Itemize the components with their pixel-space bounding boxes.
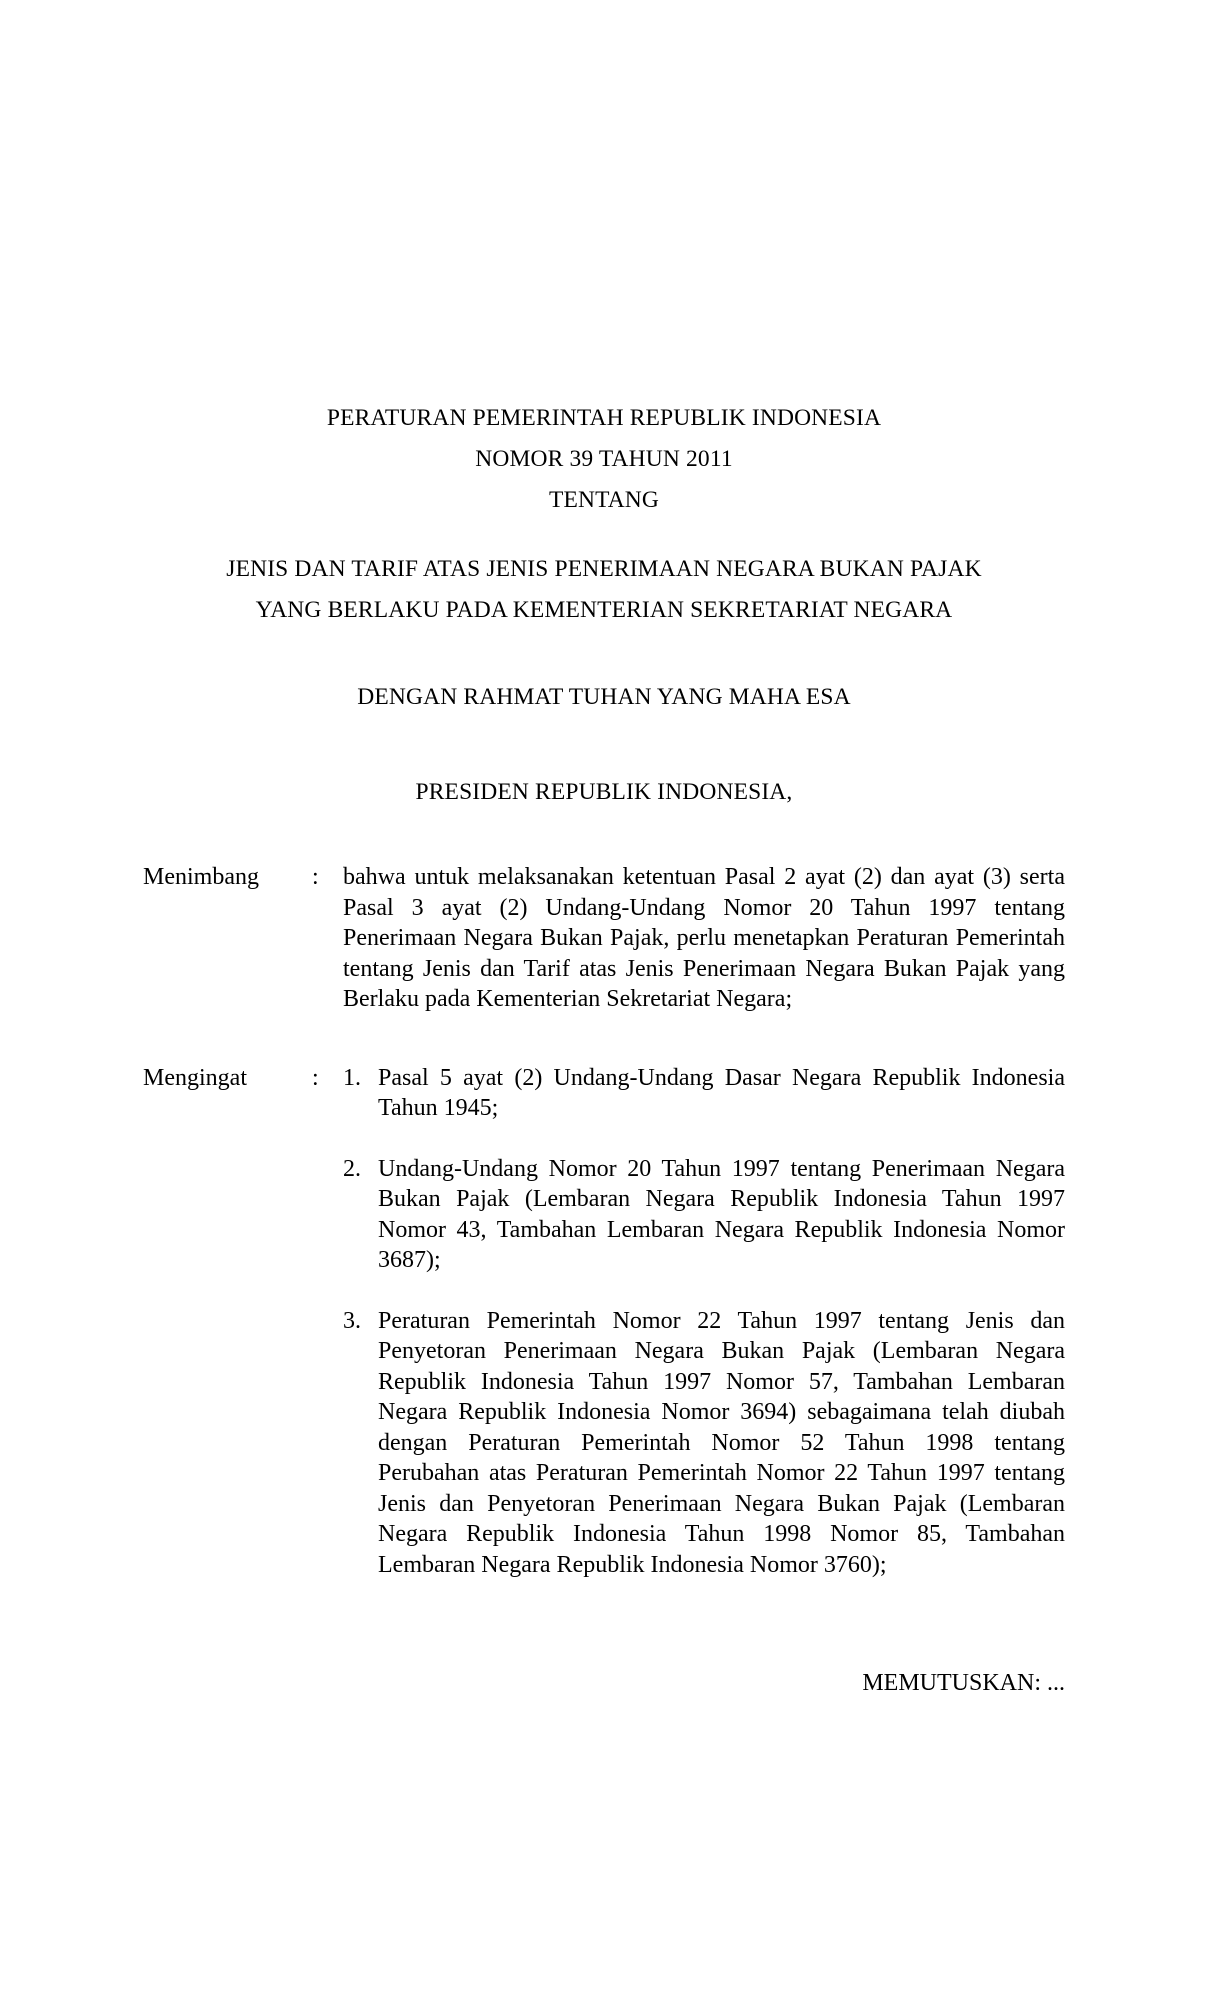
clause-colon-mengingat: : (312, 1064, 319, 1091)
clause-colon-menimbang: : (312, 864, 319, 890)
clause-menimbang (143, 862, 1065, 1015)
invocation-line: DENGAN RAHMAT TUHAN YANG MAHA ESA (357, 684, 851, 710)
regulation-number-line: NOMOR 39 TAHUN 2011 (475, 446, 733, 472)
regulation-about-line: TENTANG (548, 487, 660, 513)
clause-label-menimbang: Menimbang (143, 864, 259, 890)
clause-paragraph-menimbang: bahwa untuk melaksanakan ketentuan Pasal 2 ayat (2) dan ayat (3) serta Pasal 3 ayat (2) Undang-Undang Nomor 20 Tahun 1997 tentang Penerimaan Negara Bukan Pajak, perlu menetapkan Peraturan Pemerintah tentang Jenis dan Tarif atas Jenis Penerimaan Negara Bukan Pajak yang Berlaku pada Kementerian Sekretariat Negara; (343, 864, 1065, 1012)
masthead-spacer-2 (143, 631, 1065, 677)
list-item-marker: 3. (343, 1307, 361, 1334)
regulation-subject-line-2: YANG BERLAKU PADA KEMENTERIAN SEKRETARIAT NEGARA (255, 597, 953, 623)
list-item-text: Undang-Undang Nomor 20 Tahun 1997 tentang Penerimaan Negara Bukan Pajak (Lembaran Negara Republik Indonesia Tahun 1997 Nomor 43, Tambahan Lembaran Negara Republik Indonesia Nomor 3687); (378, 1155, 1065, 1273)
clause-body-mengingat (343, 1063, 1065, 1581)
clause-list (143, 862, 1065, 1580)
list-item (343, 1154, 1065, 1276)
legal-basis-list (343, 1063, 1065, 1581)
regulation-subject-line-1: JENIS DAN TARIF ATAS JENIS PENERIMAAN NEGARA BUKAN PAJAK (226, 556, 982, 582)
footer-catchword: MEMUTUSKAN: ... (862, 1670, 1065, 1696)
list-item (343, 1306, 1065, 1581)
regulation-type-line: PERATURAN PEMERINTAH REPUBLIK INDONESIA (326, 405, 882, 431)
masthead-spacer-3 (143, 718, 1065, 772)
list-item-text: Peraturan Pemerintah Nomor 22 Tahun 1997 tentang Jenis dan Penyetoran Penerimaan Negara Bukan Pajak (Lembaran Negara Republik Indonesia Tahun 1997 Nomor 57, Tambahan Lembaran Negara Republik Indonesia Nomor 3694) sebagaimana telah diubah dengan Peraturan Pemerintah Nomor 52 Tahun 1998 tentang Perubahan atas Peraturan Pemerintah Nomor 22 Tahun 1997 tentang Jenis dan Penyetoran Penerimaan Negara Bukan Pajak (Lembaran Negara Republik Indonesia Tahun 1998 Nomor 85, Tambahan Lembaran Negara Republik Indonesia Nomor 3760); (378, 1307, 1065, 1578)
list-item-text: Pasal 5 ayat (2) Undang-Undang Dasar Negara Republik Indonesia Tahun 1945; (378, 1064, 1065, 1121)
clause-mengingat (143, 1063, 1065, 1581)
clause-label-mengingat: Mengingat (143, 1064, 247, 1091)
masthead-spacer-1 (143, 521, 1065, 549)
list-item (343, 1063, 1065, 1124)
list-item-marker: 2. (343, 1155, 361, 1182)
issuing-authority-line: PRESIDEN REPUBLIK INDONESIA, (415, 779, 793, 805)
list-item-marker: 1. (343, 1064, 361, 1091)
document-masthead (143, 398, 1065, 813)
clause-body-menimbang (343, 862, 1065, 1015)
